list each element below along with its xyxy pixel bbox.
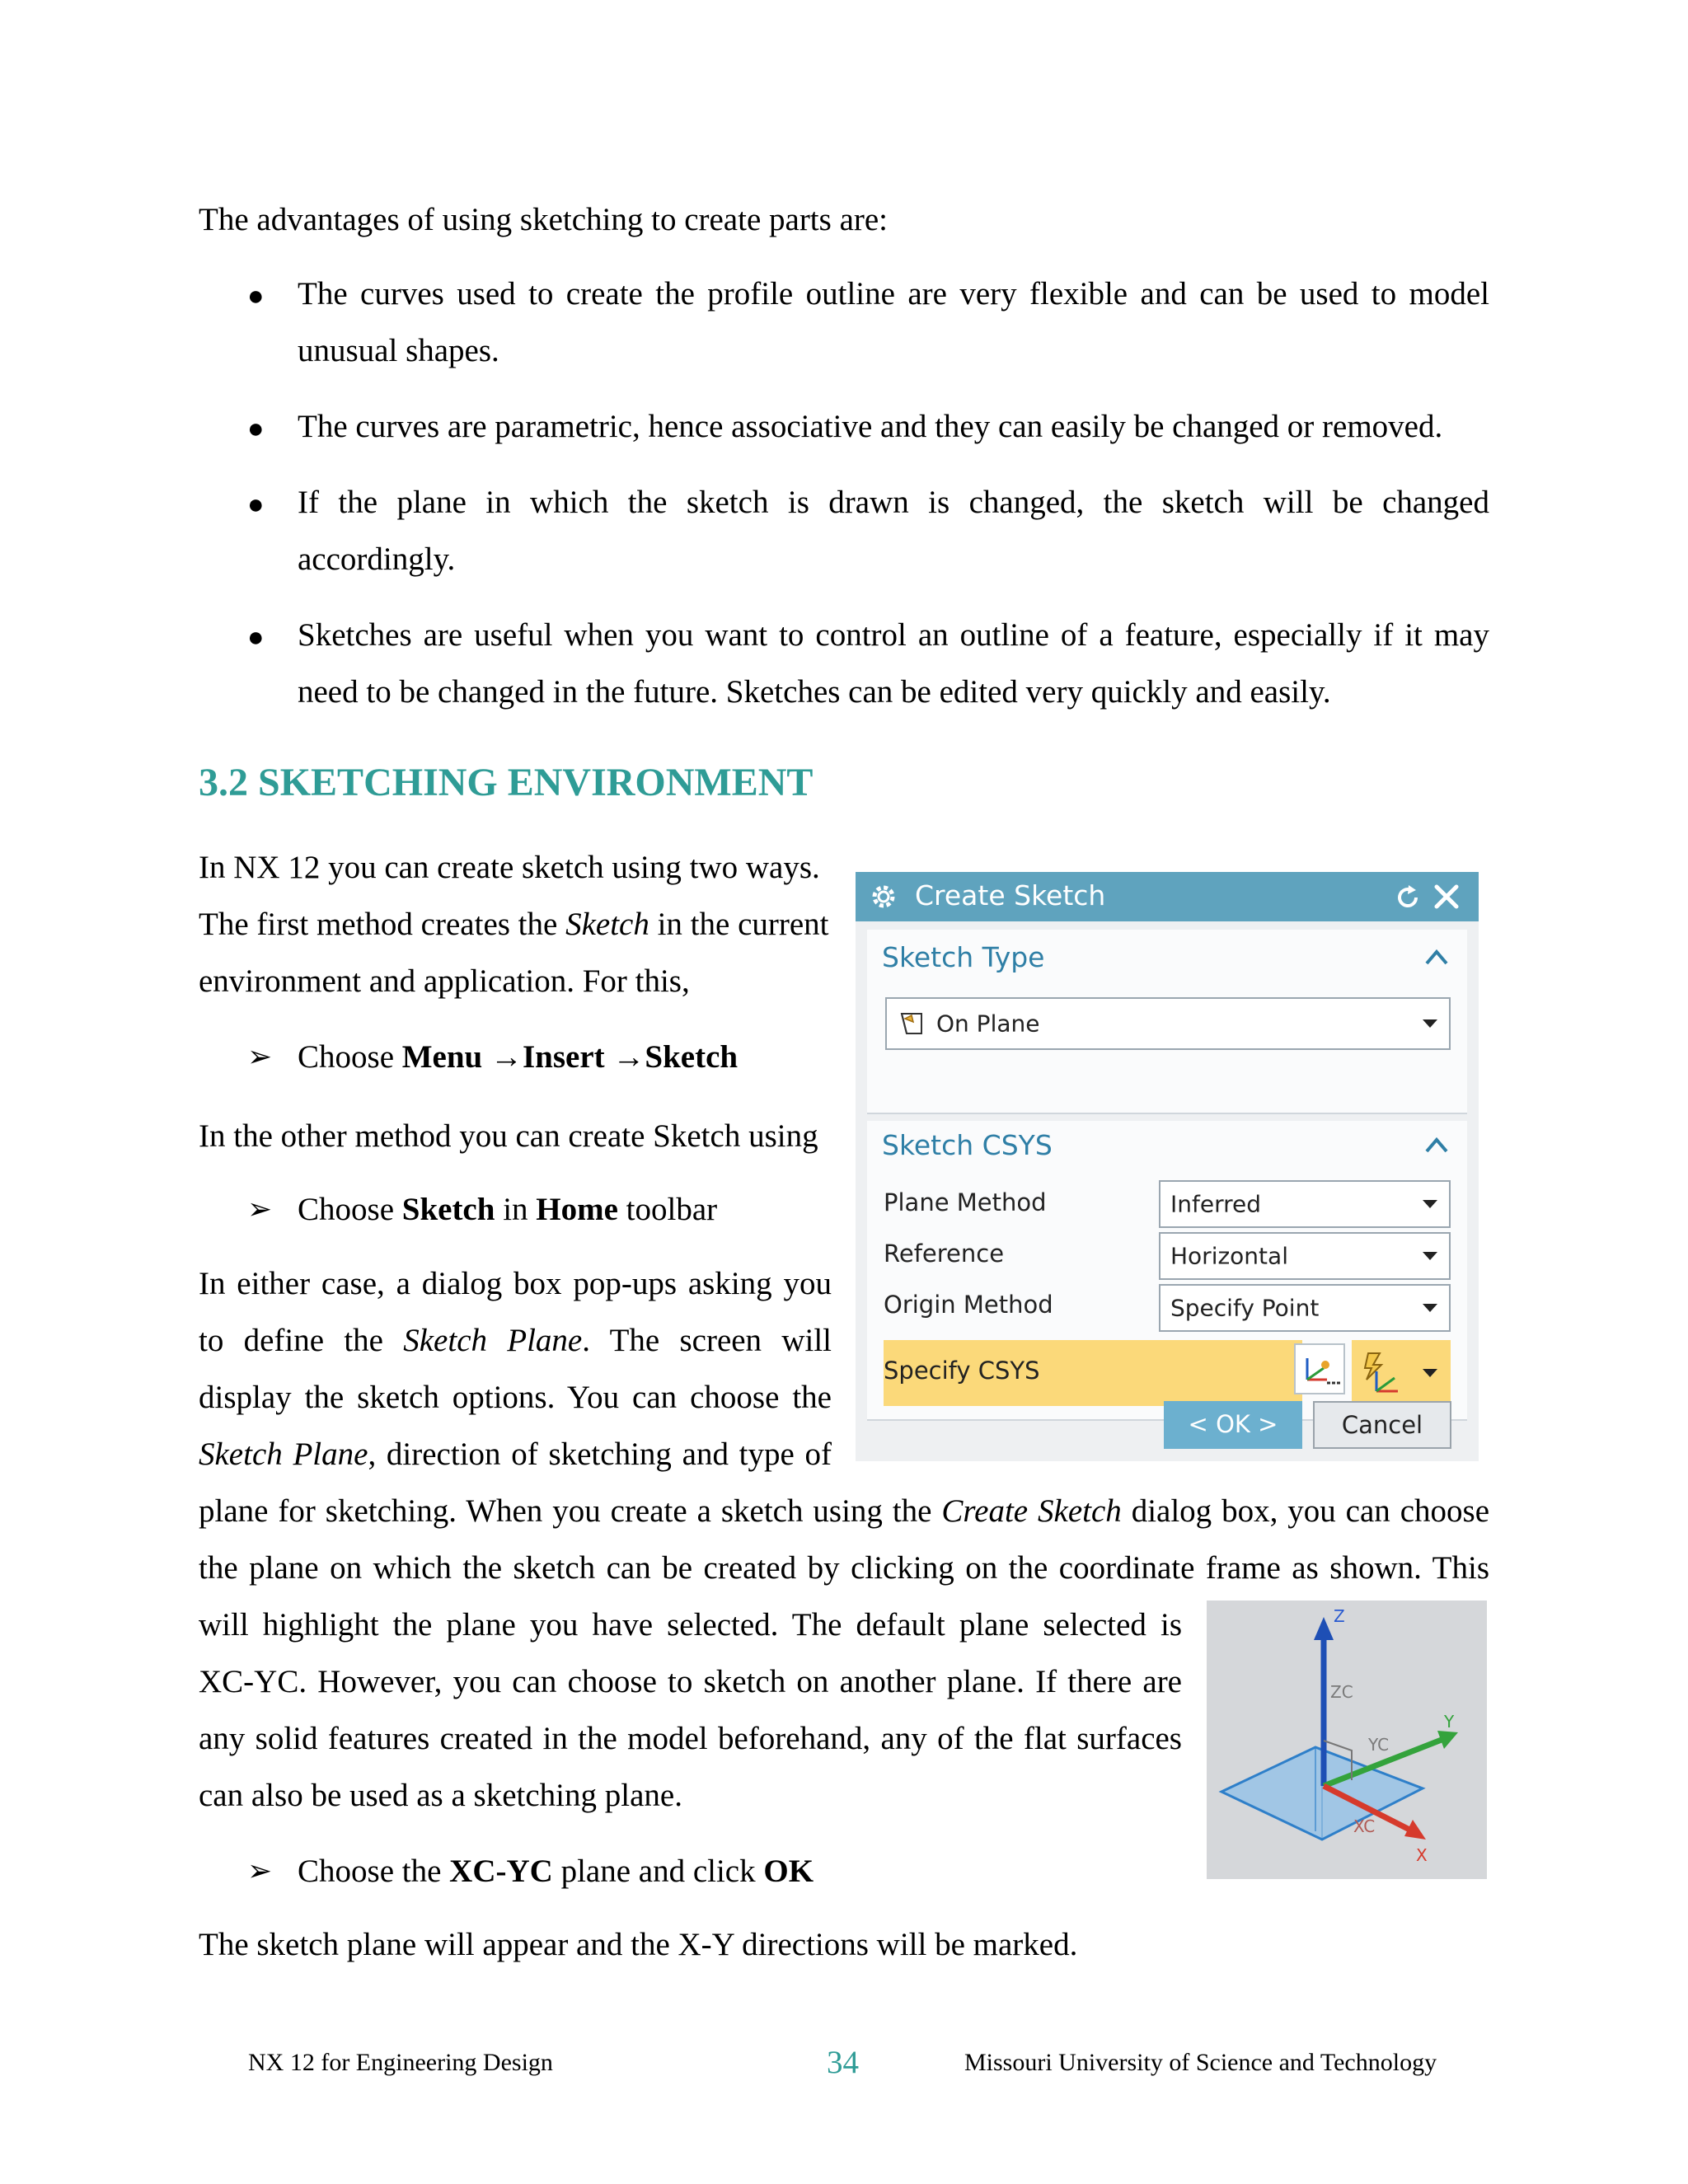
axis-label-zc: ZC <box>1330 1682 1353 1702</box>
sketch-type-select[interactable]: On Plane <box>885 997 1451 1050</box>
para1-line-3: environment and application. For this, <box>199 963 690 999</box>
coordinate-frame-figure <box>1207 1601 1487 1879</box>
axis-label-x: X <box>1416 1845 1428 1865</box>
bullet-1-line-1: The curves used to create the profile outline are very flexible and can be used to model <box>298 276 1489 312</box>
chevron-down-icon <box>1423 1019 1437 1028</box>
para3-line-9: any solid features created in the model beforehand, any of the flat surfaces <box>199 1721 1182 1756</box>
collapse-icon[interactable] <box>1424 948 1449 966</box>
arrow-bullet-icon: ➢ <box>247 1854 273 1888</box>
sketch-csys-title: Sketch CSYS <box>882 1129 1053 1161</box>
csys-plane-graphic[interactable] <box>1207 1601 1487 1879</box>
bullet-4-line-1: Sketches are useful when you want to control an outline of a feature, especially if it may <box>298 617 1489 653</box>
specify-csys-row[interactable] <box>884 1340 1302 1406</box>
para3-line-1: In either case, a dialog box pop-ups asking you <box>199 1266 832 1301</box>
para3-line-10: can also be used as a sketching plane. <box>199 1778 682 1813</box>
para3-line-5: plane for sketching. When you create a sketch using the Create Sketch dialog box, you can choose <box>199 1493 1490 1529</box>
ok-button[interactable]: < OK > <box>1164 1401 1302 1449</box>
page-number: 34 <box>827 2045 859 2080</box>
bullet-dot: ● <box>247 414 265 444</box>
arrow-bullet-icon: ➢ <box>247 1040 273 1074</box>
csys-dialog-button[interactable] <box>1294 1343 1345 1394</box>
chevron-down-icon <box>1423 1304 1437 1312</box>
chevron-down-icon <box>1423 1200 1437 1208</box>
bullet-dot: ● <box>247 490 265 520</box>
bullet-dot: ● <box>247 622 265 653</box>
bullet-2-line-1: The curves are parametric, hence associative and they can easily be changed or removed. <box>298 409 1443 444</box>
close-icon[interactable] <box>1432 883 1461 911</box>
origin-method-select[interactable]: Specify Point <box>1159 1284 1451 1332</box>
plane-method-select[interactable]: Inferred <box>1159 1180 1451 1228</box>
bullet-1-line-2: unusual shapes. <box>298 333 499 368</box>
arrow-bullet-icon: ➢ <box>247 1193 273 1226</box>
bullet-dot: ● <box>247 281 265 312</box>
para3-line-4: Sketch Plane, direction of sketching and type of <box>199 1436 832 1472</box>
csys-icon <box>1296 1345 1343 1393</box>
para3-line-8: XC-YC. However, you can choose to sketch on another plane. If there are <box>199 1664 1182 1699</box>
sketch-csys-panel <box>867 1121 1467 1421</box>
closing-text: The sketch plane will appear and the X-Y directions will be marked. <box>199 1927 1078 1962</box>
on-plane-icon <box>898 1010 926 1038</box>
step-choose-xcyc: Choose the XC-YC plane and click OK <box>298 1854 814 1889</box>
footer-left: NX 12 for Engineering Design <box>248 2049 553 2076</box>
create-sketch-dialog <box>856 872 1479 1461</box>
para2: In the other method you can create Sketch using <box>199 1118 818 1154</box>
reference-label: Reference <box>884 1240 1005 1268</box>
dialog-title: Create Sketch <box>915 879 1106 912</box>
intro-text: The advantages of using sketching to create parts are: <box>199 202 889 237</box>
para3-line-2: to define the Sketch Plane. The screen will <box>199 1323 832 1358</box>
step-sketch-home-toolbar: Choose Sketch in Home toolbar <box>298 1192 718 1227</box>
reset-icon[interactable] <box>1393 883 1423 912</box>
sketch-type-panel <box>867 930 1467 1114</box>
chevron-down-icon <box>1423 1252 1437 1260</box>
para3-line-3: display the sketch options. You can choose the <box>199 1380 832 1415</box>
origin-method-label: Origin Method <box>884 1291 1053 1319</box>
footer-right: Missouri University of Science and Technology <box>964 2049 1437 2076</box>
para3-line-7: will highlight the plane you have selected. The default plane selected is <box>199 1607 1182 1643</box>
dialog-title-bar <box>856 872 1479 921</box>
gear-icon[interactable] <box>869 882 898 912</box>
bullet-3-line-1: If the plane in which the sketch is drawn is changed, the sketch will be changed <box>298 485 1489 520</box>
csys-inferred-icon <box>1358 1347 1411 1399</box>
para1-line-1: In NX 12 you can create sketch using two ways. <box>199 850 820 885</box>
csys-inferred-button[interactable] <box>1352 1340 1451 1406</box>
axis-label-y: Y <box>1444 1712 1455 1732</box>
section-heading: 3.2 SKETCHING ENVIRONMENT <box>199 761 814 804</box>
para1-line-2: The first method creates the Sketch in the current <box>199 907 829 942</box>
plane-method-label: Plane Method <box>884 1188 1047 1216</box>
para3-line-6: the plane on which the sketch can be created by clicking on the coordinate frame as shown. This <box>199 1550 1489 1586</box>
axis-label-z: Z <box>1334 1606 1345 1626</box>
collapse-icon[interactable] <box>1424 1136 1449 1154</box>
step-menu-insert-sketch: Choose Menu →Insert →Sketch <box>298 1039 738 1075</box>
specify-csys-label: Specify CSYS <box>884 1357 1040 1385</box>
cancel-button[interactable]: Cancel <box>1313 1401 1451 1449</box>
axis-label-xc: XC <box>1353 1816 1376 1836</box>
axis-label-yc: YC <box>1368 1735 1390 1755</box>
sketch-type-title: Sketch Type <box>882 941 1045 973</box>
bullet-4-line-2: need to be changed in the future. Sketches can be edited very quickly and easily. <box>298 674 1331 710</box>
reference-select[interactable]: Horizontal <box>1159 1232 1451 1280</box>
chevron-down-icon <box>1423 1369 1437 1377</box>
bullet-3-line-2: accordingly. <box>298 541 456 577</box>
